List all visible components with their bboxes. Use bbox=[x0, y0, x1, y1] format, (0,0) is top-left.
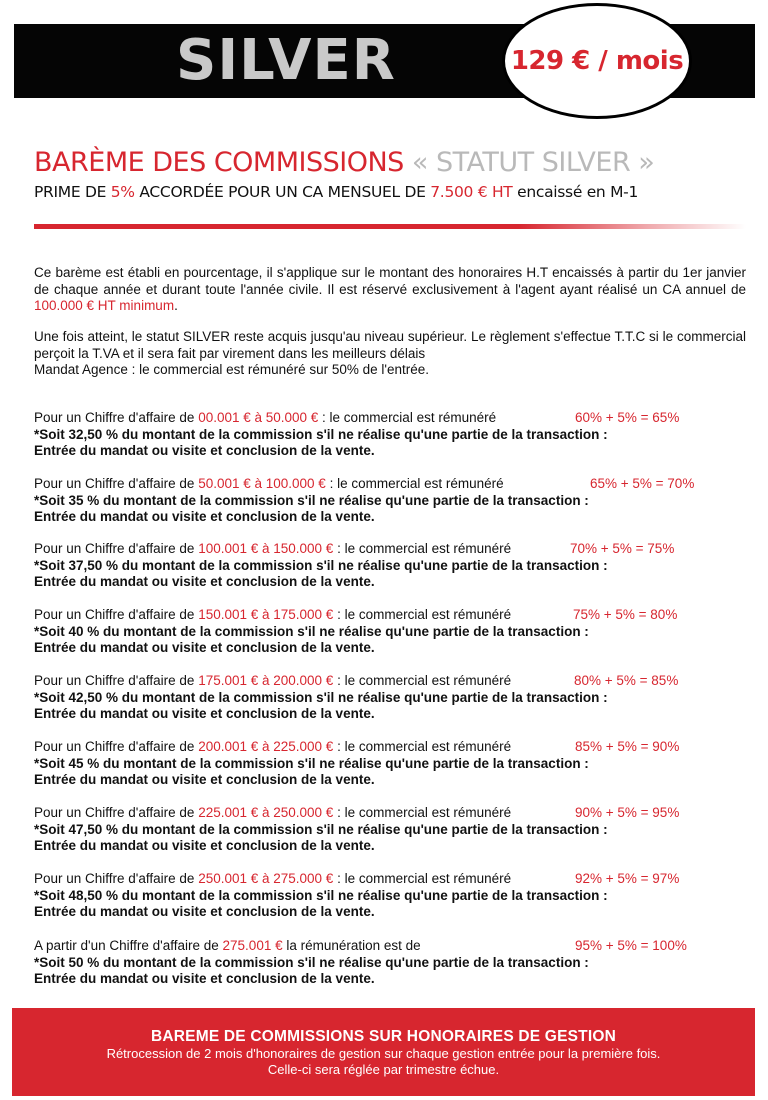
tier-suffix: la rémunération est de bbox=[282, 938, 421, 953]
tier-conditions: Entrée du mandat ou visite et conclusion de la vente. bbox=[34, 640, 375, 655]
tier-partial-share: *Soit 40 % du montant de la commission s'il ne réalise qu'une partie de la transaction : bbox=[34, 623, 589, 639]
tier-revenue-line bbox=[34, 476, 746, 493]
tier-partial-share: *Soit 42,50 % du montant de la commission s'il ne réalise qu'une partie de la transaction : bbox=[34, 689, 608, 705]
tier-conditions: Entrée du mandat ou visite et conclusion de la vente. bbox=[34, 706, 375, 721]
price-text: 129 € / mois bbox=[510, 46, 684, 76]
tier-conditions: Entrée du mandat ou visite et conclusion de la vente. bbox=[34, 443, 375, 458]
tier-revenue-line bbox=[34, 410, 746, 427]
tier-range: 175.001 € à 200.000 € bbox=[198, 673, 334, 688]
commission-tier bbox=[34, 739, 746, 789]
tier-range: 275.001 € bbox=[222, 938, 283, 953]
tier-conditions: Entrée du mandat ou visite et conclusion de la vente. bbox=[34, 772, 375, 787]
tier-rate: 60% + 5% = 65% bbox=[575, 410, 680, 425]
tier-range: 250.001 € à 275.000 € bbox=[198, 871, 334, 886]
tier-conditions: Entrée du mandat ou visite et conclusion de la vente. bbox=[34, 838, 375, 853]
commission-tier bbox=[34, 673, 746, 723]
tier-prefix: Pour un Chiffre d'affaire de bbox=[34, 673, 199, 688]
tier-partial-share: *Soit 32,50 % du montant de la commission s'il ne réalise qu'une partie de la transaction : bbox=[34, 426, 608, 442]
tier-prefix: Pour un Chiffre d'affaire de bbox=[34, 805, 199, 820]
tier-suffix: : le commercial est rémunéré bbox=[333, 871, 512, 886]
subtitle bbox=[34, 183, 638, 201]
footer-line-1: Rétrocession de 2 mois d'honoraires de gestion sur chaque gestion entrée pour la première fois. bbox=[106, 1046, 661, 1061]
commission-tier bbox=[34, 476, 746, 526]
intro-p2-line2: Mandat Agence : le commercial est rémunéré sur 50% de l'entrée. bbox=[34, 362, 430, 377]
tier-range: 50.001 € à 100.000 € bbox=[198, 476, 326, 491]
tier-partial-share: *Soit 37,50 % du montant de la commission s'il ne réalise qu'une partie de la transaction : bbox=[34, 557, 608, 573]
tier-rate: 92% + 5% = 97% bbox=[575, 871, 680, 886]
tier-range: 100.001 € à 150.000 € bbox=[198, 541, 334, 556]
tier-rate: 80% + 5% = 85% bbox=[574, 673, 679, 688]
tier-prefix: Pour un Chiffre d'affaire de bbox=[34, 607, 199, 622]
tier-suffix: : le commercial est rémunéré bbox=[333, 607, 512, 622]
intro-p1-end: . bbox=[174, 298, 178, 313]
tier-suffix: : le commercial est rémunéré bbox=[325, 476, 504, 491]
tier-suffix: : le commercial est rémunéré bbox=[333, 541, 512, 556]
title-status: « STATUT SILVER » bbox=[411, 147, 655, 178]
tier-prefix: A partir d'un Chiffre d'affaire de bbox=[34, 938, 223, 953]
plan-name: SILVER bbox=[176, 28, 396, 93]
footer-line-2: Celle-ci sera réglée par trimestre échue. bbox=[267, 1062, 500, 1077]
tier-rate: 90% + 5% = 95% bbox=[575, 805, 680, 820]
tier-rate: 70% + 5% = 75% bbox=[570, 541, 675, 556]
tier-conditions: Entrée du mandat ou visite et conclusion de la vente. bbox=[34, 971, 375, 986]
tier-partial-share: *Soit 48,50 % du montant de la commission s'il ne réalise qu'une partie de la transaction : bbox=[34, 887, 608, 903]
commission-tier bbox=[34, 607, 746, 657]
subtitle-amount: 7.500 € HT bbox=[430, 183, 513, 201]
commission-tier bbox=[34, 805, 746, 855]
tier-conditions: Entrée du mandat ou visite et conclusion de la vente. bbox=[34, 904, 375, 919]
footer-banner bbox=[12, 1008, 755, 1096]
title-divider bbox=[34, 224, 746, 229]
tier-range: 150.001 € à 175.000 € bbox=[198, 607, 334, 622]
tier-conditions: Entrée du mandat ou visite et conclusion de la vente. bbox=[34, 509, 375, 524]
commission-tier bbox=[34, 938, 746, 988]
tier-range: 00.001 € à 50.000 € bbox=[198, 410, 319, 425]
tier-suffix: : le commercial est rémunéré bbox=[333, 739, 512, 754]
tier-range: 200.001 € à 225.000 € bbox=[198, 739, 334, 754]
tier-rate: 65% + 5% = 70% bbox=[590, 476, 695, 491]
price-badge bbox=[502, 3, 692, 119]
tier-prefix: Pour un Chiffre d'affaire de bbox=[34, 410, 199, 425]
tier-revenue-line bbox=[34, 871, 746, 888]
tier-rate: 95% + 5% = 100% bbox=[575, 938, 687, 953]
subtitle-part2: ACCORDÉE POUR UN CA MENSUEL DE bbox=[134, 183, 431, 201]
intro-p2-line1: Une fois atteint, le statut SILVER reste acquis jusqu'au niveau supérieur. Le règlement s'effectue T.T.C si le commercial perçoit la T.VA et il sera fait par virement dans les meilleurs délais bbox=[34, 329, 746, 361]
tier-rate: 75% + 5% = 80% bbox=[573, 607, 678, 622]
tier-suffix: : le commercial est rémunéré bbox=[318, 410, 497, 425]
tier-suffix: : le commercial est rémunéré bbox=[333, 673, 512, 688]
tier-prefix: Pour un Chiffre d'affaire de bbox=[34, 541, 199, 556]
commission-tier bbox=[34, 541, 746, 591]
tier-suffix: : le commercial est rémunéré bbox=[333, 805, 512, 820]
commission-tier bbox=[34, 871, 746, 921]
tier-conditions: Entrée du mandat ou visite et conclusion de la vente. bbox=[34, 574, 375, 589]
subtitle-bonus: 5% bbox=[110, 183, 135, 201]
intro-p1-highlight: 100.000 € HT minimum bbox=[34, 298, 175, 313]
commission-tier bbox=[34, 410, 746, 460]
subtitle-part1: PRIME DE bbox=[34, 183, 111, 201]
tier-revenue-line bbox=[34, 938, 746, 955]
tier-partial-share: *Soit 50 % du montant de la commission s'il ne réalise qu'une partie de la transaction : bbox=[34, 954, 589, 970]
tier-rate: 85% + 5% = 90% bbox=[575, 739, 680, 754]
tier-prefix: Pour un Chiffre d'affaire de bbox=[34, 476, 199, 491]
title-prefix: BARÈME DES COMMISSIONS bbox=[34, 147, 404, 178]
tier-revenue-line bbox=[34, 805, 746, 822]
tier-revenue-line bbox=[34, 673, 746, 690]
subtitle-part3: encaissé en M-1 bbox=[512, 183, 639, 201]
intro-paragraph-2 bbox=[34, 329, 746, 379]
tier-revenue-line bbox=[34, 739, 746, 756]
footer-title: BAREME DE COMMISSIONS SUR HONORAIRES DE GESTION bbox=[151, 1028, 616, 1045]
intro-p1-text: Ce barème est établi en pourcentage, il s'applique sur le montant des honoraires H.T encaissés à partir du 1er janvier de chaque année et durant toute l'année civile. Il est réservé exclusivement à l'agent ayant réalisé un CA annuel de bbox=[34, 265, 746, 297]
intro-paragraph-1 bbox=[34, 265, 746, 315]
tier-range: 225.001 € à 250.000 € bbox=[198, 805, 334, 820]
page-title bbox=[34, 147, 654, 178]
tier-prefix: Pour un Chiffre d'affaire de bbox=[34, 871, 199, 886]
tier-revenue-line bbox=[34, 541, 746, 558]
tier-partial-share: *Soit 45 % du montant de la commission s'il ne réalise qu'une partie de la transaction : bbox=[34, 755, 589, 771]
tier-prefix: Pour un Chiffre d'affaire de bbox=[34, 739, 199, 754]
tier-partial-share: *Soit 35 % du montant de la commission s'il ne réalise qu'une partie de la transaction : bbox=[34, 492, 589, 508]
tier-revenue-line bbox=[34, 607, 746, 624]
tier-partial-share: *Soit 47,50 % du montant de la commission s'il ne réalise qu'une partie de la transaction : bbox=[34, 821, 608, 837]
